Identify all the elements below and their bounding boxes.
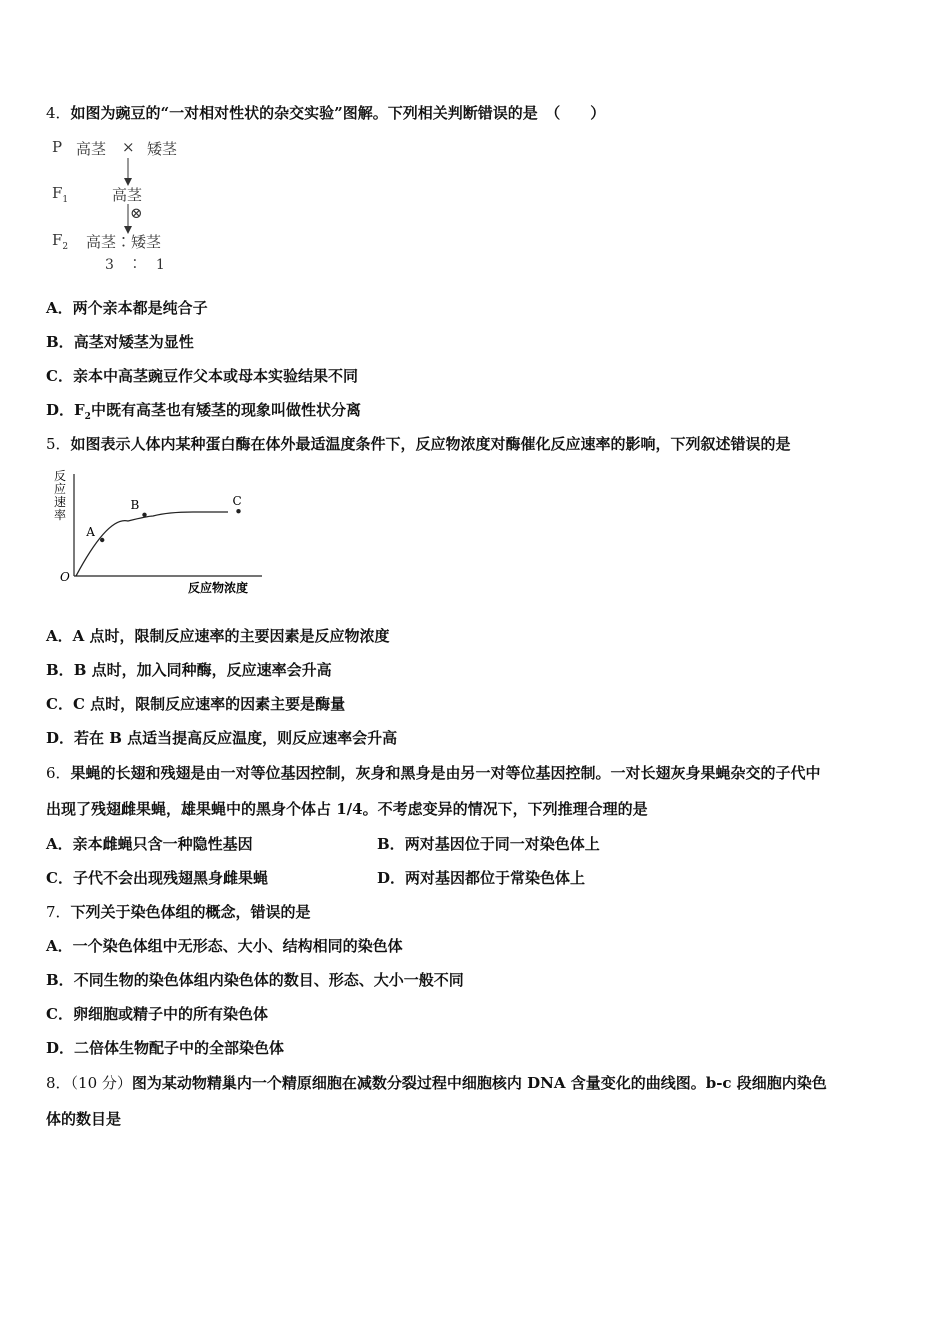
q4-option-d[interactable]: D．$F_2$中既有高茎也有矮茎的现象叫做性状分离 (46, 401, 361, 422)
q4-cross-diagram (50, 136, 200, 276)
q6-stem-line1: 6．果蝇的长翅和残翅是由一对等位基因控制，灰身和黑身是由另一对等位基因控制。一对长翅灰身果蝇杂交的子代中 (46, 764, 821, 782)
q8-score: （10 分） (70, 1074, 132, 1092)
q7-option-d[interactable]: D．二倍体生物配子中的全部染色体 (46, 1039, 285, 1057)
p-short: 矮茎 (147, 140, 178, 158)
q4-number: 4． (46, 104, 71, 122)
q7-option-c[interactable]: C．卵细胞或精子中的所有染色体 (46, 1005, 268, 1023)
p-label: P (52, 138, 63, 156)
q6-stem-line2: 出现了残翅雌果蝇，雄果蝇中的黑身个体占 1/4。不考虑变异的情况下，下列推理合理的是 (46, 800, 648, 818)
q5-number: 5． (46, 435, 71, 453)
q4-option-a[interactable]: A．两个亲本都是纯合子 (46, 299, 208, 317)
q6-option-b[interactable]: B．两对基因位于同一对染色体上 (377, 835, 600, 853)
f1-tall: 高茎 (112, 186, 143, 204)
q4-stem (46, 102, 605, 123)
ylabel-char: 反 (54, 469, 67, 483)
point-label-a: A (86, 525, 95, 539)
q8-stem-line1: 8．（10 分）图为某动物精巢内一个精原细胞在减数分裂过程中细胞核内 DNA 含量变化的曲线图。b-c 段细胞内染色 (46, 1074, 827, 1092)
q7-number: 7． (46, 903, 71, 921)
q7-option-a[interactable]: A．一个染色体组中无形态、大小、结构相同的染色体 (46, 937, 403, 955)
ylabel-char: 率 (54, 508, 67, 522)
f2-label: $F_2$ (52, 231, 69, 252)
xlabel: 反应物浓度 (188, 581, 249, 595)
point-b (142, 513, 146, 517)
rate-curve (76, 512, 228, 576)
point-label-b: B (130, 497, 140, 512)
f2-ratio: 3 ∶ 1 (105, 257, 165, 273)
rate-curve-chart (48, 466, 278, 602)
point-c (236, 509, 240, 513)
cross-symbol: × (122, 138, 135, 156)
q6-option-a[interactable]: A．亲本雌蝇只含一种隐性基因 (46, 835, 253, 853)
q7-option-b[interactable]: B．不同生物的染色体组内染色体的数目、形态、大小一般不同 (46, 971, 464, 989)
q5-option-a[interactable]: A．A 点时，限制反应速率的主要因素是反应物浓度 (46, 627, 390, 645)
point-label-c: C (232, 494, 242, 509)
q7-stem: 7．下列关于染色体组的概念，错误的是 (46, 903, 311, 921)
q6-option-c[interactable]: C．子代不会出现残翅黑身雌果蝇 (46, 869, 268, 887)
self-cross-icon: ⊗ (130, 204, 143, 222)
q8-number: 8． (46, 1074, 71, 1092)
q5-option-d[interactable]: D．若在 B 点适当提高反应温度，则反应速率会升高 (46, 729, 398, 747)
q6-number: 6． (46, 764, 71, 782)
p-tall: 高茎 (76, 140, 107, 158)
f2-phenotypes: 高茎∶矮茎 (86, 233, 162, 251)
f1-label: $F_1$ (52, 184, 69, 205)
q5-chart (48, 466, 278, 602)
q5-stem-text: 如图表示人体内某种蛋白酶在体外最适温度条件下，反应物浓度对酶催化反应速率的影响，下列叙述错误的是 (70, 435, 791, 453)
q5-option-b[interactable]: B．B 点时，加入同种酶，反应速率会升高 (46, 661, 332, 679)
q6-option-d[interactable]: D．两对基因都位于常染色体上 (377, 869, 586, 887)
ylabel-char: 速 (54, 495, 67, 509)
origin-label: O (60, 570, 70, 584)
q5-option-c[interactable]: C．C 点时，限制反应速率的因素主要是酶量 (46, 695, 346, 713)
q4-option-c[interactable]: C．亲本中高茎豌豆作父本或母本实验结果不同 (46, 367, 358, 385)
point-a (100, 538, 104, 542)
q4-stem-text: 如图为豌豆的“一对相对性状的杂交实验”图解。下列相关判断错误的是 （ ） (70, 104, 606, 122)
q5-stem (46, 433, 791, 454)
q4-option-b[interactable]: B．高茎对矮茎为显性 (46, 333, 194, 351)
q8-stem-line2: 体的数目是 (46, 1110, 122, 1128)
ylabel-char: 应 (54, 482, 67, 496)
